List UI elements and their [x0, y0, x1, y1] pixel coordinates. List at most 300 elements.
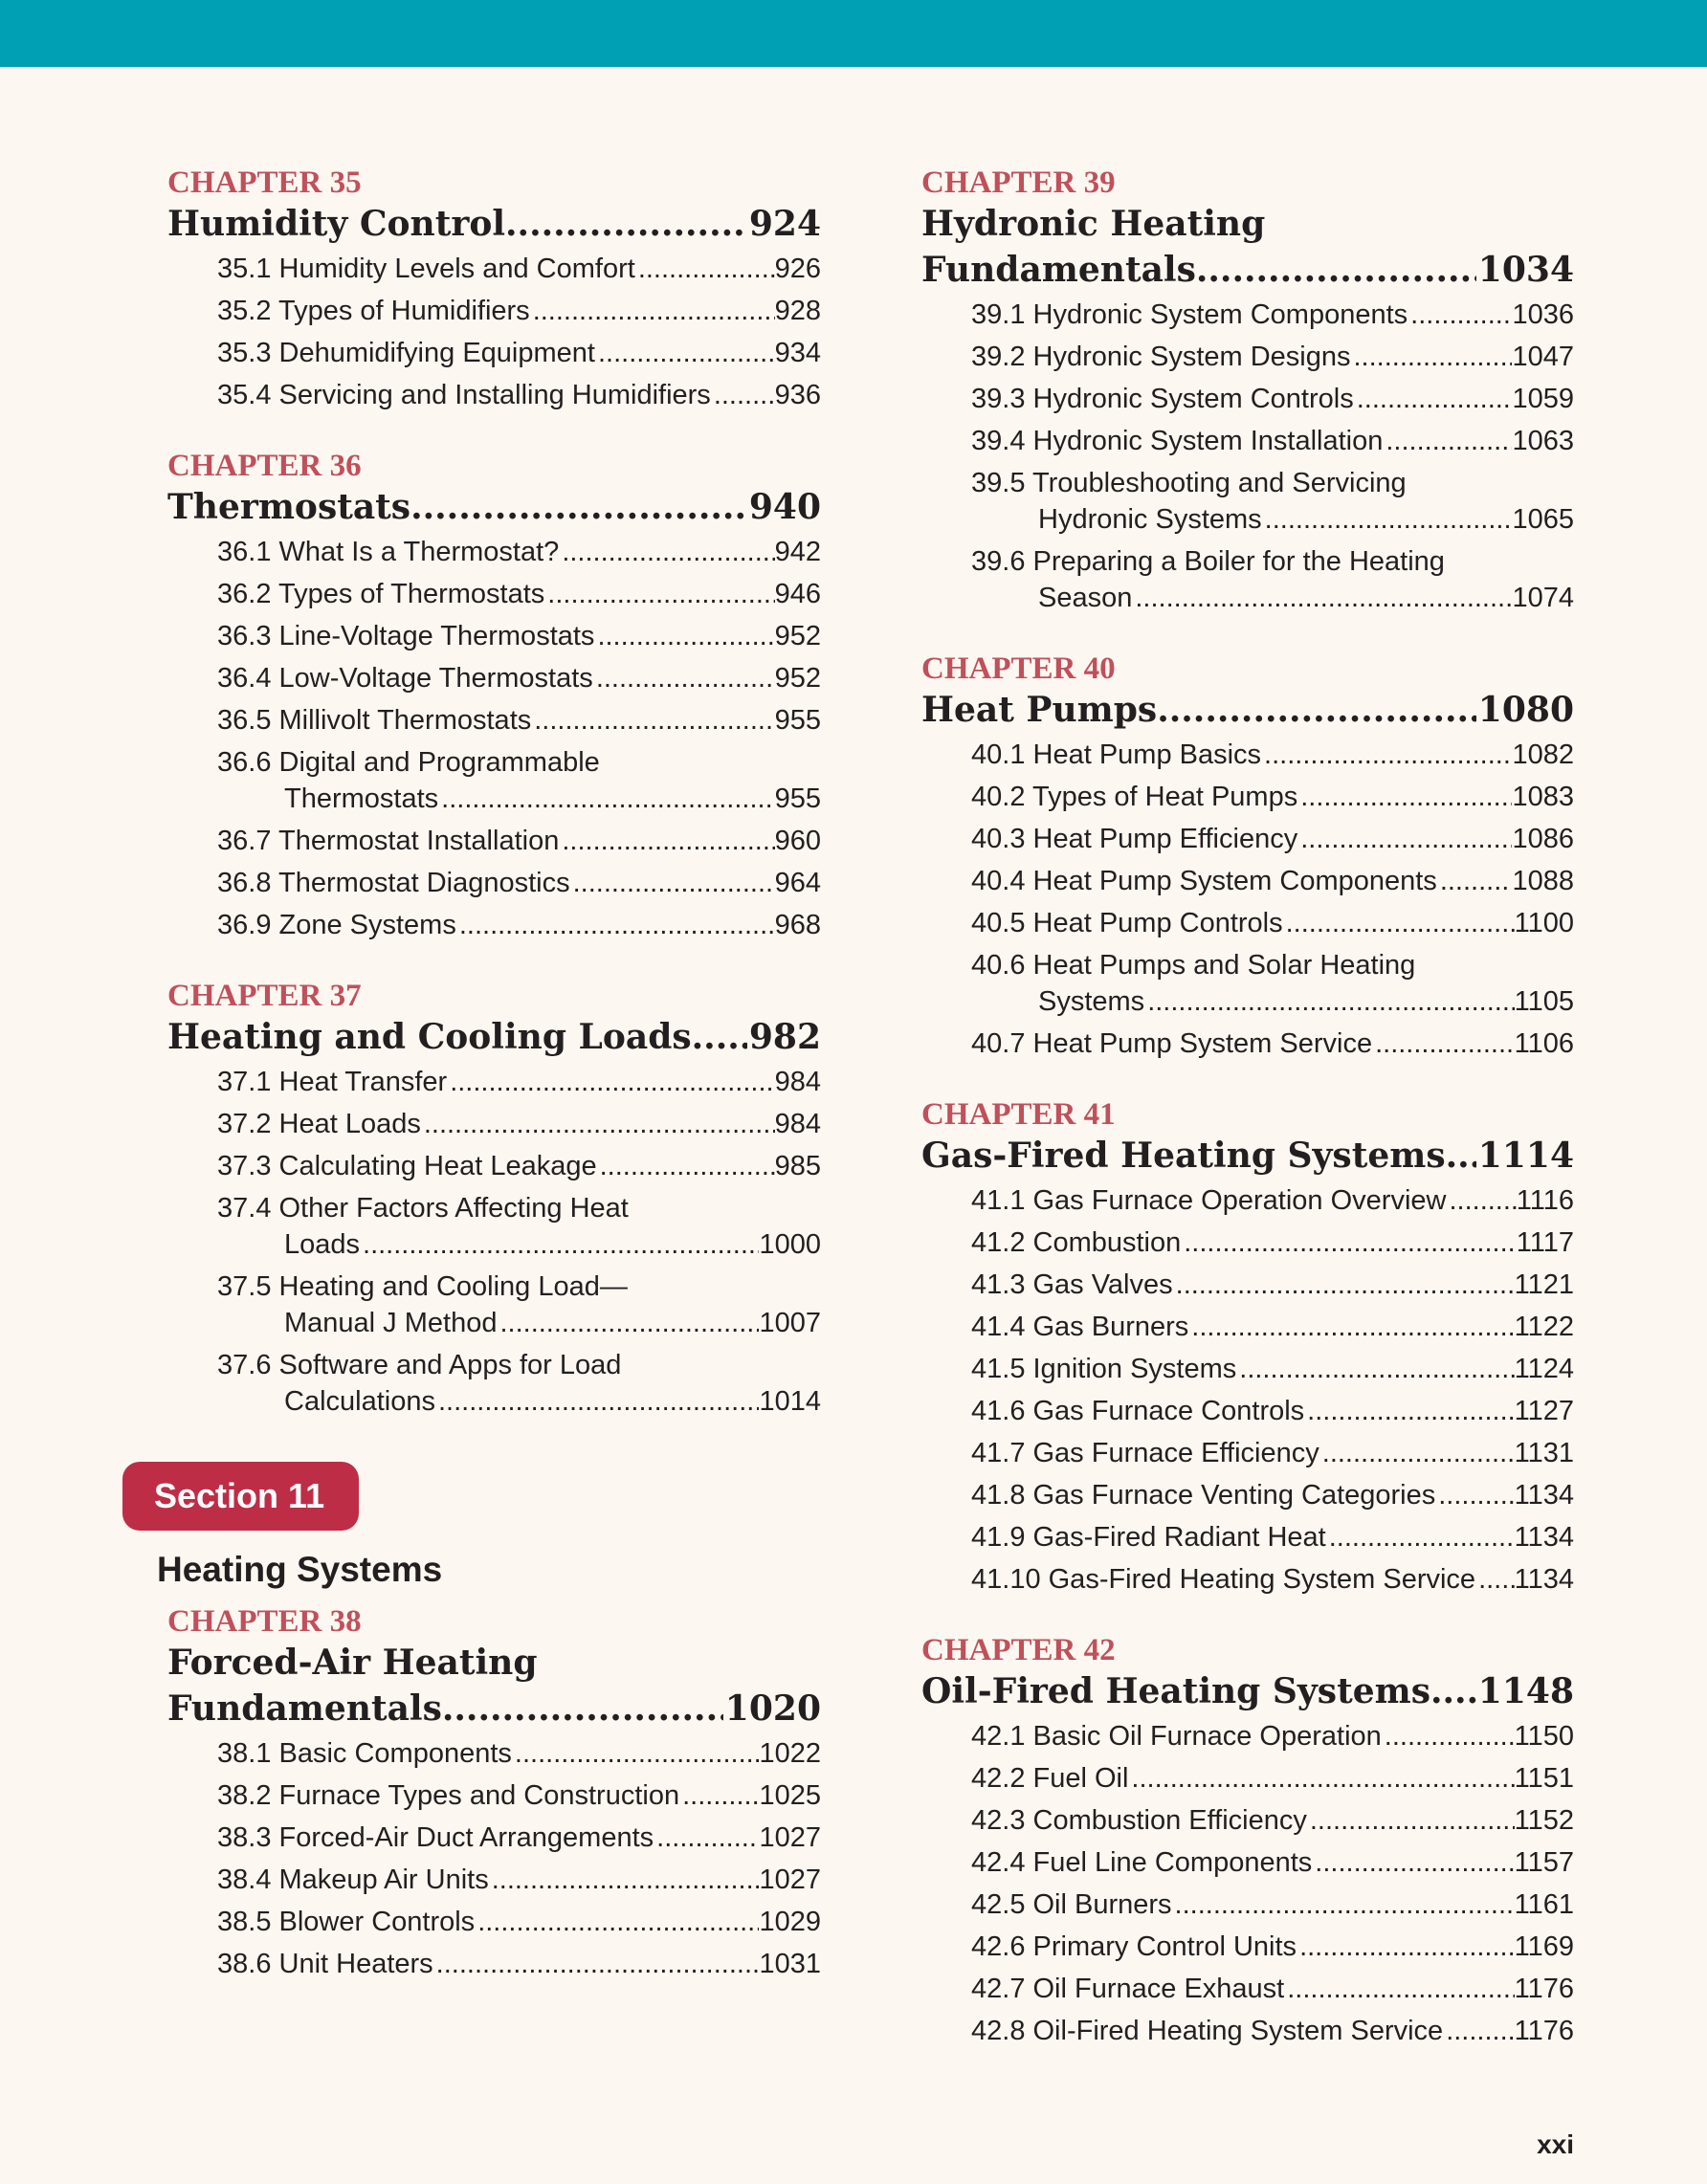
toc-entry-title: 37.6 Software and Apps for Load [217, 1350, 622, 1380]
chapter-block [167, 448, 821, 943]
dot-leader [1132, 580, 1512, 616]
toc-left-column [154, 161, 821, 2017]
toc-entry-title: 39.2 Hydronic System Designs [971, 342, 1351, 372]
toc-entry[interactable] [971, 1309, 1574, 1345]
section-list [167, 251, 821, 413]
toc-entry[interactable] [971, 947, 1574, 1020]
toc-entry-line [971, 1224, 1574, 1261]
toc-entry-line [217, 1862, 821, 1898]
dot-leader [1173, 1267, 1515, 1303]
chapter-title-line [921, 687, 1574, 733]
chapter-title[interactable] [167, 1014, 821, 1060]
dot-leader [1304, 1393, 1514, 1429]
toc-entry-page: 1127 [1514, 1396, 1574, 1426]
chapter-title-text: Thermostats [167, 487, 411, 527]
dot-leader [1312, 1844, 1514, 1881]
toc-entry-title: 36.6 Digital and Programmable [217, 747, 600, 778]
toc-entry-page: 955 [774, 705, 821, 736]
toc-entry-title: 42.8 Oil-Fired Heating System Service [971, 2016, 1444, 2046]
toc-entry[interactable] [971, 821, 1574, 857]
toc-entry[interactable] [971, 1182, 1574, 1219]
dot-leader [1351, 339, 1513, 375]
chapter-page-number: 924 [748, 204, 821, 244]
chapter-label: CHAPTER 35 [167, 165, 362, 200]
dot-leader [711, 377, 775, 413]
chapter-title-line [167, 201, 821, 247]
toc-entry[interactable] [217, 251, 821, 287]
dot-leader [1435, 1477, 1514, 1513]
chapter-page-number: 1034 [1477, 250, 1574, 290]
toc-entry[interactable] [217, 618, 821, 654]
toc-entry-line [217, 907, 821, 943]
toc-entry-line [971, 1844, 1574, 1881]
dot-leader [1319, 1435, 1515, 1471]
toc-entry[interactable] [971, 381, 1574, 417]
toc-entry-title: Systems [1038, 986, 1145, 1017]
toc-entry[interactable] [971, 779, 1574, 815]
dot-leader [1297, 779, 1512, 815]
dot-leader [1262, 501, 1513, 538]
toc-entry-line [217, 1268, 821, 1305]
toc-entry-page: 955 [774, 783, 821, 814]
toc-entry-title: 41.9 Gas-Fired Radiant Heat [971, 1522, 1326, 1553]
toc-entry-page: 1000 [759, 1229, 821, 1260]
toc-entry-line [971, 1519, 1574, 1555]
toc-entry-page: 1063 [1512, 426, 1574, 456]
toc-entry-line [217, 251, 821, 287]
dot-leader [1144, 983, 1514, 1020]
toc-entry[interactable] [971, 1802, 1574, 1839]
dot-leader [447, 1064, 774, 1100]
chapter-block [921, 651, 1574, 1062]
dot-leader [597, 1148, 775, 1184]
dot-leader [1446, 1133, 1476, 1179]
chapter-title[interactable] [167, 484, 821, 530]
toc-entry-title: 39.3 Hydronic System Controls [971, 384, 1354, 414]
toc-entry-page: 1105 [1514, 986, 1574, 1017]
chapter-label: CHAPTER 40 [921, 651, 1116, 686]
dot-leader [1382, 1718, 1515, 1754]
toc-entry-line [217, 744, 821, 781]
toc-entry-line [971, 1477, 1574, 1513]
toc-entry[interactable] [217, 576, 821, 612]
dot-leader [489, 1862, 760, 1898]
toc-entry[interactable] [971, 737, 1574, 773]
dot-leader [1383, 423, 1512, 459]
toc-entry-line [217, 660, 821, 696]
toc-entry[interactable] [217, 1190, 821, 1263]
toc-entry-line [217, 1305, 821, 1341]
toc-entry-page: 928 [774, 296, 821, 326]
toc-entry[interactable] [971, 1844, 1574, 1881]
chapter-title-line [167, 1640, 821, 1686]
toc-entry-line [217, 1735, 821, 1772]
dot-leader [475, 1904, 759, 1940]
toc-entry-page: 984 [774, 1067, 821, 1097]
section-list [921, 1718, 1574, 2049]
section-list [167, 1064, 821, 1420]
toc-entry-page: 1065 [1512, 504, 1574, 535]
toc-entry-page: 1116 [1516, 1185, 1574, 1216]
toc-entry-line [971, 905, 1574, 941]
chapter-label: CHAPTER 36 [167, 449, 362, 483]
toc-entry-title: 42.3 Combustion Efficiency [971, 1805, 1307, 1836]
toc-entry-page: 926 [774, 254, 821, 284]
toc-entry-line [217, 534, 821, 570]
toc-entry[interactable] [971, 863, 1574, 899]
dot-leader [544, 576, 774, 612]
chapter-title-text: Gas-Fired Heating Systems [921, 1136, 1446, 1176]
toc-entry[interactable] [217, 1946, 821, 1982]
toc-entry-line [971, 580, 1574, 616]
toc-entry-line [217, 1148, 821, 1184]
toc-entry-title: 41.10 Gas-Fired Heating System Service [971, 1564, 1476, 1595]
dot-leader [456, 907, 775, 943]
chapter-page-number: 1148 [1477, 1671, 1574, 1711]
toc-entry-title: Manual J Method [284, 1308, 498, 1338]
dot-leader [1181, 1224, 1517, 1261]
dot-leader [1284, 1971, 1514, 2007]
toc-entry-title: 40.3 Heat Pump Efficiency [971, 824, 1298, 854]
toc-entry-page: 946 [774, 579, 821, 609]
chapter-title-text: Hydronic Heating [921, 204, 1266, 244]
toc-entry-line [971, 1182, 1574, 1219]
chapter-block [167, 978, 821, 1420]
dot-leader [497, 1305, 759, 1341]
toc-entry-page: 934 [774, 338, 821, 368]
toc-entry[interactable] [217, 1064, 821, 1100]
toc-entry-page: 1152 [1514, 1805, 1574, 1836]
toc-entry-title: 36.3 Line-Voltage Thermostats [217, 621, 595, 651]
chapter-title[interactable] [921, 687, 1574, 733]
toc-entry-title: 36.5 Millivolt Thermostats [217, 705, 532, 736]
toc-entry[interactable] [217, 1862, 821, 1898]
chapter-block [167, 1603, 821, 1982]
toc-entry-title: 36.8 Thermostat Diagnostics [217, 868, 570, 898]
dot-leader [1443, 2013, 1514, 2049]
toc-entry-line [971, 1435, 1574, 1471]
toc-entry-line [217, 377, 821, 413]
toc-entry-line [217, 781, 821, 817]
toc-entry-line [971, 1886, 1574, 1923]
toc-entry-page: 1059 [1512, 384, 1574, 414]
dot-leader [679, 1777, 759, 1814]
toc-entry-page: 1134 [1514, 1522, 1574, 1553]
toc-entry[interactable] [971, 1561, 1574, 1598]
dot-leader [410, 484, 747, 530]
toc-entry[interactable] [971, 339, 1574, 375]
toc-entry[interactable] [971, 1267, 1574, 1303]
toc-entry[interactable] [971, 1760, 1574, 1797]
toc-entry-page: 1025 [759, 1780, 821, 1811]
section-list [921, 1182, 1574, 1598]
toc-entry-title: 42.7 Oil Furnace Exhaust [971, 1974, 1285, 2004]
toc-entry-title: 39.4 Hydronic System Installation [971, 426, 1384, 456]
toc-entry[interactable] [217, 823, 821, 859]
toc-entry-title: 40.7 Heat Pump System Service [971, 1028, 1373, 1059]
toc-entry-line [217, 1820, 821, 1856]
dot-leader [505, 201, 747, 247]
section-list [167, 1735, 821, 1982]
toc-entry-line [971, 1393, 1574, 1429]
chapter-page-number: 1080 [1477, 690, 1574, 730]
toc-entry-line [217, 1226, 821, 1263]
toc-entry-line [217, 293, 821, 329]
toc-entry[interactable] [971, 1971, 1574, 2007]
toc-entry-line [971, 2013, 1574, 2049]
toc-entry-page: 1007 [759, 1308, 821, 1338]
dot-leader [593, 660, 775, 696]
toc-entry-line [217, 335, 821, 371]
toc-entry-title: 36.9 Zone Systems [217, 910, 456, 940]
chapter-page-number: 982 [748, 1017, 821, 1057]
toc-entry[interactable] [971, 1026, 1574, 1062]
toc-entry-line [217, 1347, 821, 1383]
toc-entry-page: 1169 [1514, 1931, 1574, 1962]
toc-entry-line [971, 1718, 1574, 1754]
toc-entry[interactable] [971, 1435, 1574, 1471]
chapter-title[interactable] [167, 201, 821, 247]
dot-leader [654, 1820, 759, 1856]
header-color-bar [0, 0, 1707, 67]
toc-entry-title: 37.3 Calculating Heat Leakage [217, 1151, 597, 1181]
toc-entry-line [971, 983, 1574, 1020]
toc-entry-page: 1029 [759, 1907, 821, 1937]
toc-entry-title: 37.5 Heating and Cooling Load— [217, 1271, 628, 1302]
dot-leader [1307, 1802, 1515, 1839]
toc-entry-page: 1122 [1514, 1312, 1574, 1342]
toc-entry-title: 38.1 Basic Components [217, 1738, 512, 1769]
toc-entry[interactable] [217, 1904, 821, 1940]
toc-entry-page: 952 [774, 663, 821, 694]
toc-entry[interactable] [217, 335, 821, 371]
toc-entry-title: 41.6 Gas Furnace Controls [971, 1396, 1305, 1426]
chapter-page-number: 940 [748, 487, 821, 527]
dot-leader [1326, 1519, 1515, 1555]
toc-entry[interactable] [217, 1347, 821, 1420]
toc-entry[interactable] [217, 865, 821, 901]
toc-entry-page: 1027 [759, 1864, 821, 1895]
toc-entry-line [971, 1026, 1574, 1062]
chapter-title[interactable] [167, 1640, 821, 1732]
chapter-title[interactable] [921, 1668, 1574, 1714]
chapter-label: CHAPTER 41 [921, 1097, 1116, 1132]
toc-entry[interactable] [971, 297, 1574, 333]
chapter-title-text: Forced-Air Heating [167, 1643, 538, 1683]
toc-entry[interactable] [217, 293, 821, 329]
toc-entry-page: 964 [774, 868, 821, 898]
dot-leader [1128, 1760, 1514, 1797]
toc-entry[interactable] [217, 744, 821, 817]
toc-entry-line [971, 821, 1574, 857]
chapter-label: CHAPTER 38 [167, 1604, 362, 1639]
toc-entry-line [971, 1309, 1574, 1345]
toc-entry[interactable] [971, 1351, 1574, 1387]
toc-entry[interactable] [971, 1224, 1574, 1261]
toc-entry-line [971, 779, 1574, 815]
toc-entry-page: 1088 [1512, 866, 1574, 896]
toc-entry-title: 36.2 Types of Thermostats [217, 579, 545, 609]
section-badge: Section 11 [122, 1462, 359, 1531]
toc-entry-line [971, 381, 1574, 417]
toc-entry[interactable] [217, 534, 821, 570]
toc-entry-page: 1106 [1514, 1028, 1574, 1059]
dot-leader [1408, 297, 1512, 333]
toc-entry[interactable] [217, 1148, 821, 1184]
toc-entry-page: 984 [774, 1109, 821, 1139]
toc-entry[interactable] [971, 1929, 1574, 1965]
toc-entry[interactable] [217, 377, 821, 413]
dot-leader [1372, 1026, 1515, 1062]
toc-entry-line [217, 618, 821, 654]
toc-entry-line [217, 1190, 821, 1226]
toc-entry-page: 985 [774, 1151, 821, 1181]
toc-entry-page: 1151 [1514, 1763, 1574, 1794]
chapter-title-line [921, 1133, 1574, 1179]
toc-entry[interactable] [217, 907, 821, 943]
toc-entry-line [971, 501, 1574, 538]
chapter-block [167, 165, 821, 413]
toc-entry-page: 1082 [1512, 739, 1574, 770]
toc-entry-title: 35.2 Types of Humidifiers [217, 296, 530, 326]
toc-entry-title: 35.4 Servicing and Installing Humidifiers [217, 380, 711, 410]
toc-entry[interactable] [971, 905, 1574, 941]
toc-entry-line [971, 1971, 1574, 2007]
toc-entry-page: 1150 [1514, 1721, 1574, 1752]
toc-entry-title: 36.1 What Is a Thermostat? [217, 537, 560, 567]
toc-entry-page: 1074 [1512, 583, 1574, 613]
toc-entry-title: 37.2 Heat Loads [217, 1109, 421, 1139]
toc-entry-title: 41.4 Gas Burners [971, 1312, 1189, 1342]
toc-entry-title: 41.7 Gas Furnace Efficiency [971, 1438, 1319, 1468]
chapter-title-line [921, 201, 1574, 247]
toc-entry-title: 41.2 Combustion [971, 1227, 1182, 1258]
dot-leader [530, 293, 775, 329]
toc-entry[interactable] [971, 1393, 1574, 1429]
chapter-title-line [167, 1686, 821, 1732]
toc-entry-page: 1022 [759, 1738, 821, 1769]
toc-entry[interactable] [971, 465, 1574, 538]
toc-entry-page: 1176 [1514, 2016, 1574, 2046]
dot-leader [692, 1014, 747, 1060]
toc-entry-line [217, 576, 821, 612]
toc-entry-line [971, 1267, 1574, 1303]
dot-leader [1196, 247, 1476, 293]
toc-entry-line [971, 423, 1574, 459]
chapter-title-line [167, 484, 821, 530]
toc-entry-line [971, 339, 1574, 375]
chapter-title-line [921, 247, 1574, 293]
toc-entry-line [971, 737, 1574, 773]
toc-entry[interactable] [217, 1820, 821, 1856]
chapter-title-line [921, 1668, 1574, 1714]
toc-entry-title: 41.1 Gas Furnace Operation Overview [971, 1185, 1447, 1216]
toc-entry[interactable] [217, 702, 821, 739]
chapter-title[interactable] [921, 1133, 1574, 1179]
toc-entry-line [217, 1946, 821, 1982]
toc-entry-page: 1161 [1514, 1889, 1574, 1920]
toc-entry-line [971, 297, 1574, 333]
toc-entry-title: 42.1 Basic Oil Furnace Operation [971, 1721, 1382, 1752]
toc-entry[interactable] [971, 423, 1574, 459]
toc-entry-line [217, 865, 821, 901]
toc-entry-line [217, 1106, 821, 1142]
chapter-label: CHAPTER 42 [921, 1633, 1116, 1667]
toc-entry-page: 1131 [1514, 1438, 1574, 1468]
dot-leader [421, 1106, 775, 1142]
dot-leader [1297, 1929, 1515, 1965]
toc-entry[interactable] [217, 1735, 821, 1772]
section-title: Heating Systems [157, 1550, 443, 1589]
chapter-block [921, 1096, 1574, 1598]
dot-leader [1283, 905, 1515, 941]
toc-entry[interactable] [217, 1268, 821, 1341]
dot-leader [531, 702, 774, 739]
toc-entry[interactable] [217, 1106, 821, 1142]
toc-entry-page: 1176 [1514, 1974, 1574, 2004]
toc-entry-line [217, 1064, 821, 1100]
toc-entry-title: 38.6 Unit Heaters [217, 1949, 433, 1979]
toc-entry-line [217, 823, 821, 859]
toc-entry-line [971, 1802, 1574, 1839]
chapter-page-number: 1114 [1477, 1136, 1574, 1176]
toc-entry[interactable] [971, 1718, 1574, 1754]
chapter-title[interactable] [921, 201, 1574, 293]
toc-entry-title: 37.4 Other Factors Affecting Heat [217, 1193, 629, 1224]
dot-leader [1188, 1309, 1514, 1345]
dot-leader [512, 1735, 760, 1772]
toc-right-column [921, 161, 1574, 2084]
toc-entry-title: 37.1 Heat Transfer [217, 1067, 448, 1097]
toc-entry-line [217, 1777, 821, 1814]
toc-entry[interactable] [971, 1477, 1574, 1513]
dot-leader [570, 865, 775, 901]
toc-entry-line [217, 1383, 821, 1420]
toc-entry-line [217, 1904, 821, 1940]
dot-leader [1430, 1668, 1476, 1714]
toc-entry-page: 1036 [1512, 299, 1574, 330]
toc-entry-title: 41.3 Gas Valves [971, 1269, 1173, 1300]
toc-entry[interactable] [217, 660, 821, 696]
toc-entry-line [971, 947, 1574, 983]
toc-entry[interactable] [971, 543, 1574, 616]
toc-entry-title: 40.2 Types of Heat Pumps [971, 782, 1298, 812]
dot-leader [595, 335, 775, 371]
toc-entry-page: 1086 [1512, 824, 1574, 854]
page-number: xxi [1537, 2129, 1574, 2159]
dot-leader [360, 1226, 759, 1263]
toc-entry-title: 38.4 Makeup Air Units [217, 1864, 489, 1895]
chapter-title-text: Fundamentals [921, 250, 1196, 290]
toc-entry[interactable] [971, 1886, 1574, 1923]
toc-entry-line [971, 1561, 1574, 1598]
dot-leader [1297, 821, 1512, 857]
chapter-block [921, 1632, 1574, 2049]
dot-leader [1261, 737, 1512, 773]
dot-leader [1437, 863, 1513, 899]
toc-entry-page: 1134 [1514, 1480, 1574, 1511]
toc-entry-page: 1121 [1514, 1269, 1574, 1300]
toc-entry[interactable] [971, 1519, 1574, 1555]
toc-entry-page: 1014 [759, 1386, 821, 1417]
toc-entry[interactable] [217, 1777, 821, 1814]
toc-entry-line [971, 1760, 1574, 1797]
toc-entry-title: Loads [284, 1229, 361, 1260]
toc-entry-title: 40.6 Heat Pumps and Solar Heating [971, 950, 1416, 981]
dot-leader [433, 1946, 760, 1982]
toc-entry[interactable] [971, 2013, 1574, 2049]
toc-entry-line [971, 863, 1574, 899]
